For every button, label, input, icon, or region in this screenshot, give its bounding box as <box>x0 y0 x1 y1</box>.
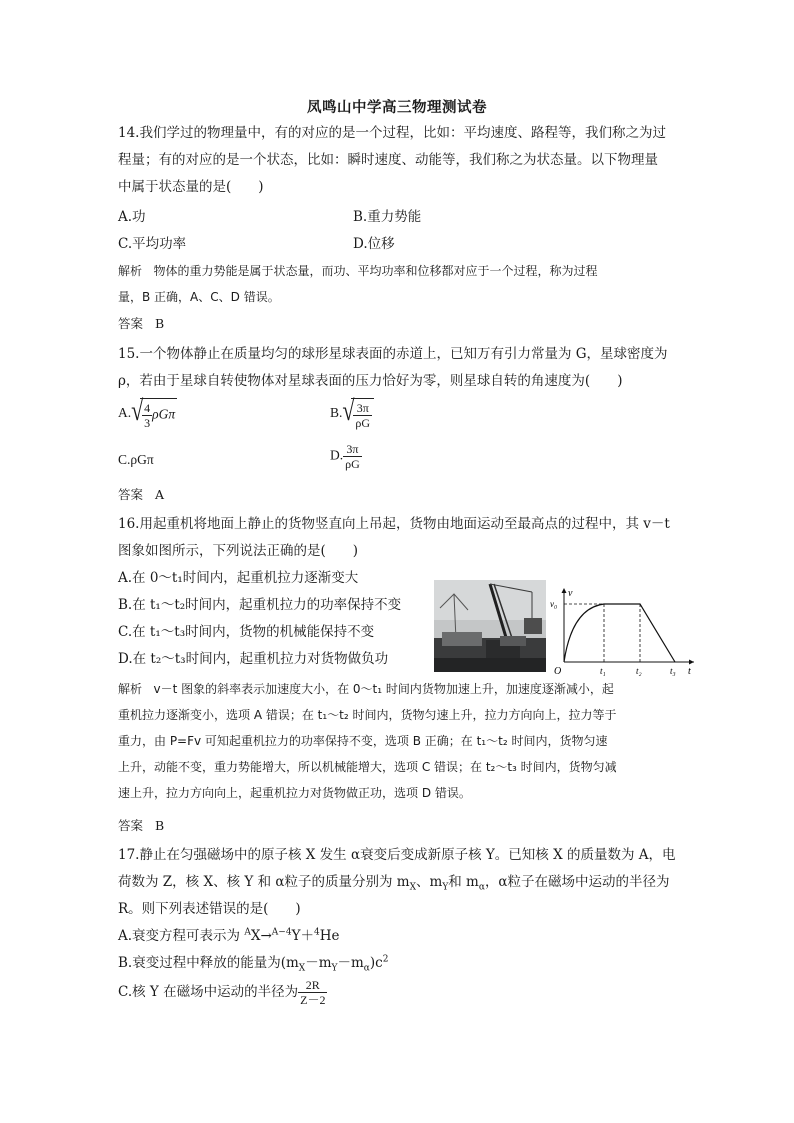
q15-option-a <box>118 394 177 430</box>
q15-stem-line2: ρ，若由于星球自转使物体对星球表面的压力恰好为零，则星球自转的角速度为( ) <box>118 373 623 389</box>
q16-stem-line1: 16.用起重机将地面上静止的货物竖直向上吊起，货物由地面运动至最高点的过程中，其 v－t <box>118 516 670 532</box>
q14-answer <box>118 314 164 332</box>
sqrt-icon: √ $\frac{3\pi}{\rho G}$ <box>342 398 374 430</box>
q17-sub-y: Y <box>442 882 449 893</box>
q17-option-b-tail: )c <box>369 955 383 971</box>
q17-option-a-sup3: 4 <box>313 927 320 938</box>
q17-option-c <box>118 978 327 1007</box>
q15-option-b <box>330 394 374 430</box>
vt-v0-label: v₀ <box>550 599 558 609</box>
q14-option-b: B.重力势能 <box>353 209 422 225</box>
q15-stem-line1: 15.一个物体静止在质量均匀的球形星球表面的赤道上，已知万有引力常量为 G，星球密度为 <box>118 346 668 362</box>
vt-t2-label: t₂ <box>636 666 642 676</box>
crane-photo <box>434 580 546 672</box>
q15-option-d-num: 3π <box>343 442 362 457</box>
q17-sub-alpha: α <box>478 882 485 893</box>
sqrt-icon: √ $\frac{4}{3}$ ρGπ <box>131 394 176 430</box>
q14-solution-line2: 量，B 正确，A、C、D 错误。 <box>118 290 280 304</box>
q15-option-d-den: ρG <box>345 457 360 471</box>
q15-option-a-den: 3 <box>144 416 151 430</box>
q15-option-d <box>330 442 362 471</box>
page-title: 凤鸣山中学高三物理测试卷 <box>307 99 487 116</box>
q14-solution-label: 解析 <box>118 264 143 278</box>
q17-option-b-sub-x: X <box>298 963 306 974</box>
q17-option-a-sup2: A−4 <box>271 927 292 938</box>
q16-solution-line1: v－t 图象的斜率表示加速度大小，在 0～t₁ 时间内货物加速上升，加速度逐渐减小，起 <box>153 682 614 696</box>
q15-option-a-tail: ρGπ <box>152 406 176 422</box>
q17-stem-line3: R。则下列表述错误的是( ) <box>118 901 301 917</box>
q14-solution <box>118 258 688 310</box>
q16-solution-line3: 重力，由 P=Fv 可知起重机拉力的功率保持不变，选项 B 正确；在 t₁～t₂ 时间内，货物匀速 <box>118 734 608 748</box>
vt-y-label: v <box>568 588 573 599</box>
q14-option-c: C.平均功率 <box>118 236 187 252</box>
q17-option-c-prefix: C.核 Y 在磁场中运动的半径为 <box>118 984 299 1000</box>
q17-option-a-eq2: Y＋ <box>291 928 314 944</box>
q15-answer <box>118 485 164 503</box>
q15-option-c: C.ρGπ <box>118 452 154 467</box>
q14-option-a: A.功 <box>118 209 146 225</box>
q16-answer <box>118 816 164 834</box>
q15-option-a-num: 4 <box>144 401 151 415</box>
q17-option-b-mid2: －m <box>337 955 364 971</box>
q17-option-b-text: B.衰变过程中释放的能量为(m <box>118 955 299 971</box>
q15-answer-label: 答案 <box>118 487 144 502</box>
q14-solution-line1: 物体的重力势能是属于状态量，而功、平均功率和位移都对应于一个过程，称为过程 <box>153 264 598 278</box>
q15-option-d-prefix: D. <box>330 447 344 463</box>
q17-option-b-sub-alpha: α <box>363 963 370 974</box>
vt-x-label: t <box>688 666 691 676</box>
q14-option-d: D.位移 <box>353 236 395 252</box>
q16-answer-value: B <box>154 818 165 833</box>
vt-axes <box>562 588 695 665</box>
q15-option-a-prefix: A. <box>118 405 132 421</box>
q17-option-b-sub-y: Y <box>331 963 338 974</box>
q17-option-a-sup1: A <box>244 927 251 938</box>
q17-option-a-eq: X→ <box>250 928 272 944</box>
q17-option-a-he: He <box>319 928 340 944</box>
q16-solution <box>118 676 688 806</box>
q17-option-a <box>118 924 339 944</box>
q16-answer-label: 答案 <box>118 818 144 833</box>
q16-stem-line2: 图象如图所示，下列说法正确的是( ) <box>118 543 359 559</box>
q15-option-b-prefix: B. <box>330 405 343 421</box>
vt-graph <box>548 584 698 676</box>
vt-curve <box>564 604 675 662</box>
q16-option-c: C.在 t₁～t₃时间内，货物的机械能保持不变 <box>118 624 375 640</box>
q14-answer-label: 答案 <box>118 316 144 331</box>
q17-option-c-den: Z－2 <box>300 993 326 1007</box>
q17-option-c-num: 2R <box>298 978 327 993</box>
q17-stem-line1: 17.静止在匀强磁场中的原子核 X 发生 α衰变后变成新原子核 Y。已知核 X 的质量数为 A，电 <box>118 847 676 863</box>
q15-option-b-den: ρG <box>355 416 371 430</box>
q17-option-a-text: A.衰变方程可表示为 <box>118 928 245 944</box>
q15-option-b-num: 3π <box>353 401 372 416</box>
q14-stem-line2: 程量；有的对应的是一个状态，比如：瞬时速度、动能等，我们称之为状态量。以下物理量 <box>118 152 658 168</box>
q16-option-b: B.在 t₁～t₂时间内，起重机拉力的功率保持不变 <box>118 597 402 613</box>
q16-option-a: A.在 0～t₁时间内，起重机拉力逐渐变大 <box>118 570 359 586</box>
q17-stem-line2-d: ，α粒子在磁场中运动的半径为 <box>484 874 670 890</box>
q16-solution-line4: 上升，动能不变，重力势能增大，所以机械能增大，选项 C 错误；在 t₂～t₃ 时间内，货物匀减 <box>118 760 617 774</box>
q17-option-b-sup: 2 <box>382 954 389 965</box>
vt-t1-label: t₁ <box>600 666 606 676</box>
q17-option-b <box>118 951 388 974</box>
q14-stem-line1: 14.我们学过的物理量中，有的对应的是一个过程，比如：平均速度、路程等，我们称之为过 <box>118 125 666 141</box>
q16-solution-line2: 重机拉力逐渐变小，选项 A 错误；在 t₁～t₂ 时间内，货物匀速上升，拉力方向向上，拉力等于 <box>118 708 617 722</box>
q17-stem-line2 <box>118 870 670 893</box>
q17-stem-line2-b: 、m <box>416 874 443 890</box>
q14-answer-value: B <box>154 316 165 331</box>
vt-t3-label: t₃ <box>670 666 676 676</box>
q17-sub-x: X <box>409 882 416 893</box>
q16-option-d: D.在 t₂～t₃时间内，起重机拉力对货物做负功 <box>118 651 389 667</box>
q14-stem-line3: 中属于状态量的是( ) <box>118 179 264 195</box>
vt-origin-label: O <box>554 666 562 676</box>
q16-solution-line5: 速上升，拉力方向向上，起重机拉力对货物做正功，选项 D 错误。 <box>118 786 471 800</box>
q17-option-b-mid: －m <box>305 955 332 971</box>
q17-stem-line2-a: 荷数为 Z，核 X、核 Y 和 α粒子的质量分别为 m <box>118 874 410 890</box>
q17-stem-line2-c: 和 m <box>448 874 479 890</box>
q16-solution-label: 解析 <box>118 682 143 696</box>
q15-answer-value: A <box>154 487 164 502</box>
